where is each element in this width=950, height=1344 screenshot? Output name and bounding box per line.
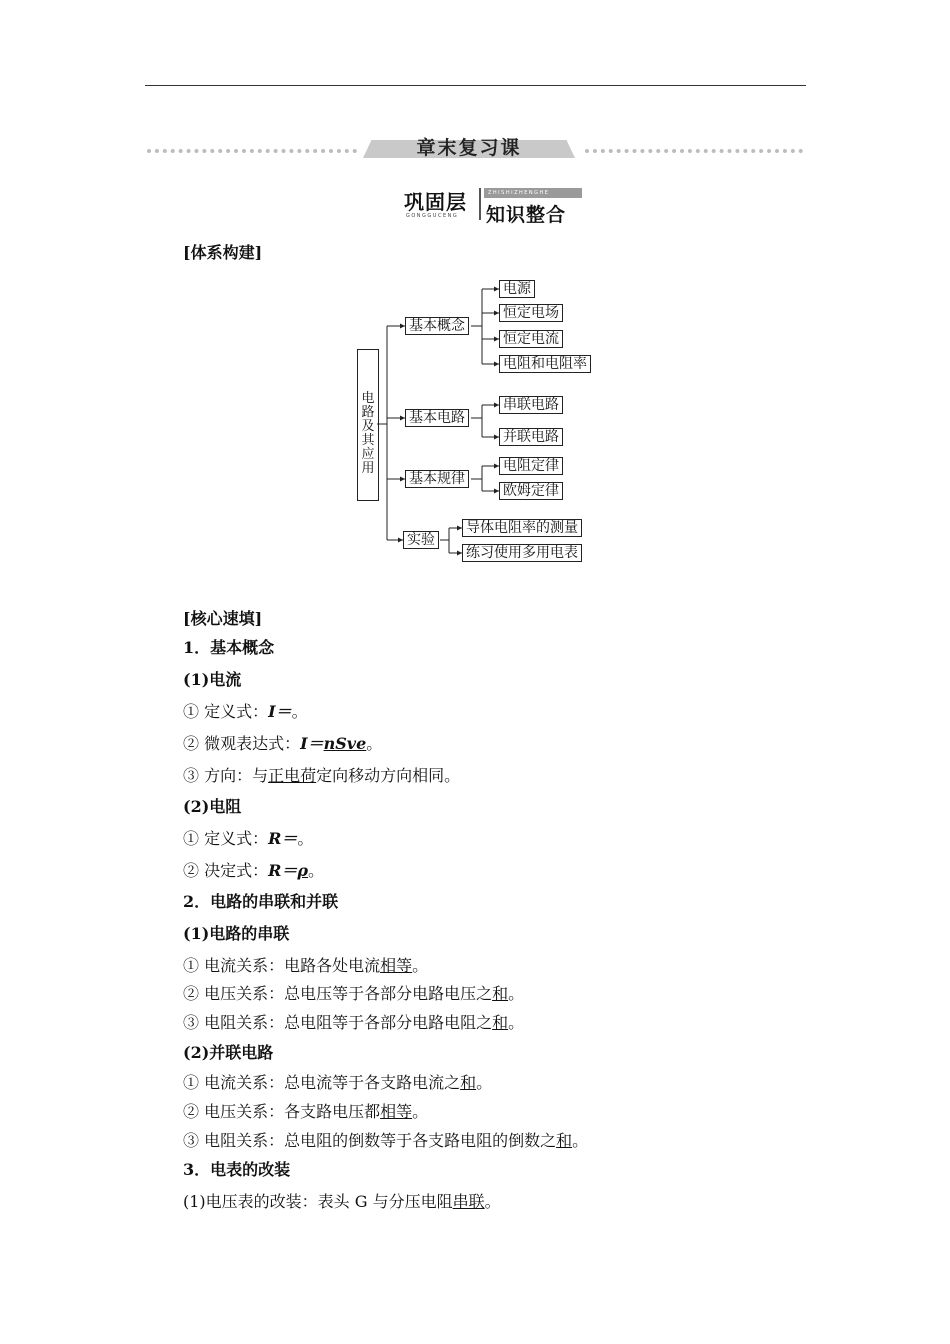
voltmeter-conversion: (1)电压表的改装：表头 G 与分压电阻串联。 [183,1192,501,1211]
subheading-series: (1)电路的串联 [183,924,290,943]
node-experiments: 实验 [403,531,439,549]
node-multimeter-practice: 练习使用多用电表 [462,544,582,562]
section-logo [404,186,584,226]
heading-meter-conversion: 3．电表的改装 [183,1160,291,1179]
node-constant-field: 恒定电场 [499,304,563,322]
node-basic-laws: 基本规律 [405,470,469,488]
logo-divider [479,188,481,220]
answer-blank: nSve [323,734,367,753]
series-current: ① 电流关系：电路各处电流相等。 [183,956,429,975]
node-basic-circuits: 基本电路 [405,409,469,427]
subheading-current: (1)电流 [183,670,242,689]
answer-blank: 和 [460,1073,477,1092]
section-heading-core: [核心速填] [183,609,263,628]
answer-blank: 串联 [452,1192,485,1211]
node-ohms-law: 欧姆定律 [499,482,563,500]
concept-map-root [357,349,379,501]
resistance-determination: ② 决定式：R＝ρ。 [183,861,325,880]
current-micro-expression: ② 微观表达式：I＝nSve。 [183,734,383,753]
concept-map-connectors [0,0,950,600]
node-resistance-resistivity: 电阻和电阻率 [499,355,591,373]
chapter-title: 章末复习课 [416,137,522,159]
banner-dots-right [585,149,803,153]
heading-basic-concepts: 1．基本概念 [183,638,275,657]
answer-blank: 和 [492,1013,509,1032]
banner-dots-left [147,149,357,153]
node-resistivity-measurement: 导体电阻率的测量 [462,519,582,537]
root-label: 电路及其应用 [361,391,375,476]
chapter-banner [145,138,806,160]
answer-blank: 相等 [380,1102,413,1121]
subheading-resistance: (2)电阻 [183,797,242,816]
top-rule [145,85,806,86]
answer-blank: 和 [556,1131,573,1150]
current-direction: ③ 方向：与正电荷定向移动方向相同。 [183,766,461,785]
section-heading-system: [体系构建] [183,243,263,262]
subheading-parallel: (2)并联电路 [183,1043,274,1062]
node-resistance-law: 电阻定律 [499,457,563,475]
logo-left-text: 巩固层 [404,190,467,214]
answer-blank: ρ [297,861,309,880]
heading-series-parallel: 2．电路的串联和并联 [183,892,339,911]
current-definition: ① 定义式：I＝。 [183,702,308,721]
parallel-voltage: ② 电压关系：各支路电压都相等。 [183,1102,429,1121]
parallel-resistance: ③ 电阻关系：总电阻的倒数等于各支路电阻的倒数之和。 [183,1131,589,1150]
resistance-definition: ① 定义式：R＝。 [183,829,314,848]
logo-right-text: 知识整合 [486,204,567,226]
answer-blank: 相等 [380,956,413,975]
node-basic-concepts: 基本概念 [405,317,469,335]
parallel-current: ① 电流关系：总电流等于各支路电流之和。 [183,1073,493,1092]
node-series-circuit: 串联电路 [499,396,563,414]
answer-blank: 和 [492,984,509,1003]
node-parallel-circuit: 并联电路 [499,428,563,446]
series-voltage: ② 电压关系：总电压等于各部分电路电压之和。 [183,984,525,1003]
logo-right-sub: ZHISHIZHENGHE [484,188,582,198]
node-power-source: 电源 [499,280,535,298]
logo-left-sub: GONGGUCENG [406,213,459,219]
answer-blank: 正电荷 [268,766,317,785]
node-constant-current: 恒定电流 [499,330,563,348]
series-resistance: ③ 电阻关系：总电阻等于各部分电路电阻之和。 [183,1013,525,1032]
